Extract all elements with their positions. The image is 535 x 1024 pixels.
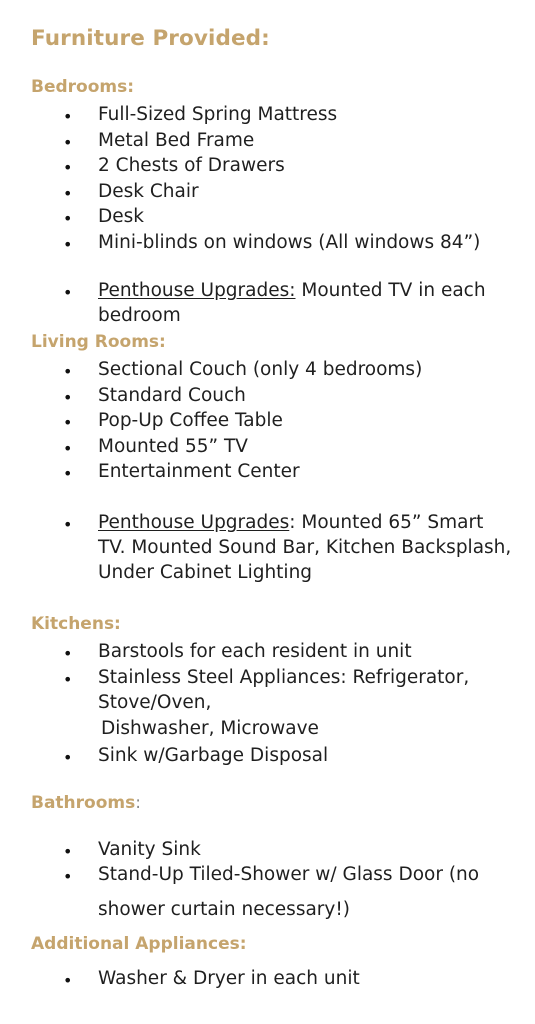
list-item: Washer & Dryer in each unit: [98, 968, 360, 989]
bullet-icon: •: [63, 413, 73, 432]
bullet-icon: •: [63, 184, 73, 203]
list-item: Vanity Sink: [98, 839, 201, 860]
bullet-icon: •: [63, 748, 73, 767]
list-item: Desk: [98, 206, 144, 227]
list-item: 2 Chests of Drawers: [98, 155, 285, 176]
bullet-icon: •: [63, 362, 73, 381]
bullet-icon: •: [63, 439, 73, 458]
bullet-icon: •: [63, 209, 73, 228]
list-item: Pop-Up Coffee Table: [98, 410, 283, 431]
kitchens-heading: Kitchens:: [31, 614, 121, 634]
bullet-icon: •: [63, 158, 73, 177]
bullet-icon: •: [63, 670, 73, 689]
bullet-icon: •: [63, 133, 73, 152]
penthouse-upgrade-item: [98, 280, 486, 301]
list-item: Barstools for each resident in unit: [98, 641, 412, 662]
penthouse-upgrade-text-continued: TV. Mounted Sound Bar, Kitchen Backsplash,: [98, 537, 512, 558]
penthouse-upgrade-text: Mounted TV in each: [295, 280, 486, 301]
list-item: Sink w/Garbage Disposal: [98, 745, 329, 766]
list-item: Entertainment Center: [98, 461, 300, 482]
list-item-continued: Stove/Oven,: [98, 692, 212, 713]
bullet-icon: •: [63, 107, 73, 126]
bathrooms-heading-label: Bathrooms: [31, 793, 136, 813]
list-item: Sectional Couch (only 4 bedrooms): [98, 359, 423, 380]
list-item: Standard Couch: [98, 385, 246, 406]
list-item: Mini-blinds on windows (All windows 84”): [98, 232, 481, 253]
bedrooms-heading: Bedrooms:: [31, 77, 135, 97]
penthouse-upgrade-text-continued: Under Cabinet Lighting: [98, 562, 313, 583]
bullet-icon: •: [63, 644, 73, 663]
bullet-icon: •: [63, 283, 73, 302]
list-item: Desk Chair: [98, 181, 199, 202]
list-item: Metal Bed Frame: [98, 130, 255, 151]
list-item: Stand-Up Tiled-Shower w/ Glass Door (no: [98, 864, 480, 885]
list-item: Stainless Steel Appliances: Refrigerator,: [98, 667, 470, 688]
list-item: Full-Sized Spring Mattress: [98, 104, 338, 125]
list-item-continued: shower curtain necessary!): [98, 899, 350, 920]
bathrooms-heading: [31, 793, 141, 813]
penthouse-upgrade-text-continued: bedroom: [98, 305, 181, 326]
bullet-icon: •: [63, 464, 73, 483]
bullet-icon: •: [63, 842, 73, 861]
list-item: Mounted 55” TV: [98, 436, 248, 457]
penthouse-upgrade-label: Penthouse Upgrades:: [98, 280, 296, 301]
bullet-icon: •: [63, 867, 73, 886]
additional-appliances-heading: Additional Appliances:: [31, 934, 247, 954]
page-title: Furniture Provided:: [31, 26, 270, 51]
penthouse-upgrade-item: [98, 512, 483, 533]
bathrooms-heading-colon: :: [135, 793, 141, 813]
living-rooms-heading: Living Rooms:: [31, 332, 166, 352]
penthouse-upgrade-text: : Mounted 65” Smart: [289, 512, 484, 533]
penthouse-upgrade-label: Penthouse Upgrades: [98, 512, 290, 533]
bullet-icon: •: [63, 971, 73, 990]
bullet-icon: •: [63, 235, 73, 254]
bullet-icon: •: [63, 515, 73, 534]
list-item-continued: Dishwasher, Microwave: [101, 718, 319, 739]
bullet-icon: •: [63, 388, 73, 407]
